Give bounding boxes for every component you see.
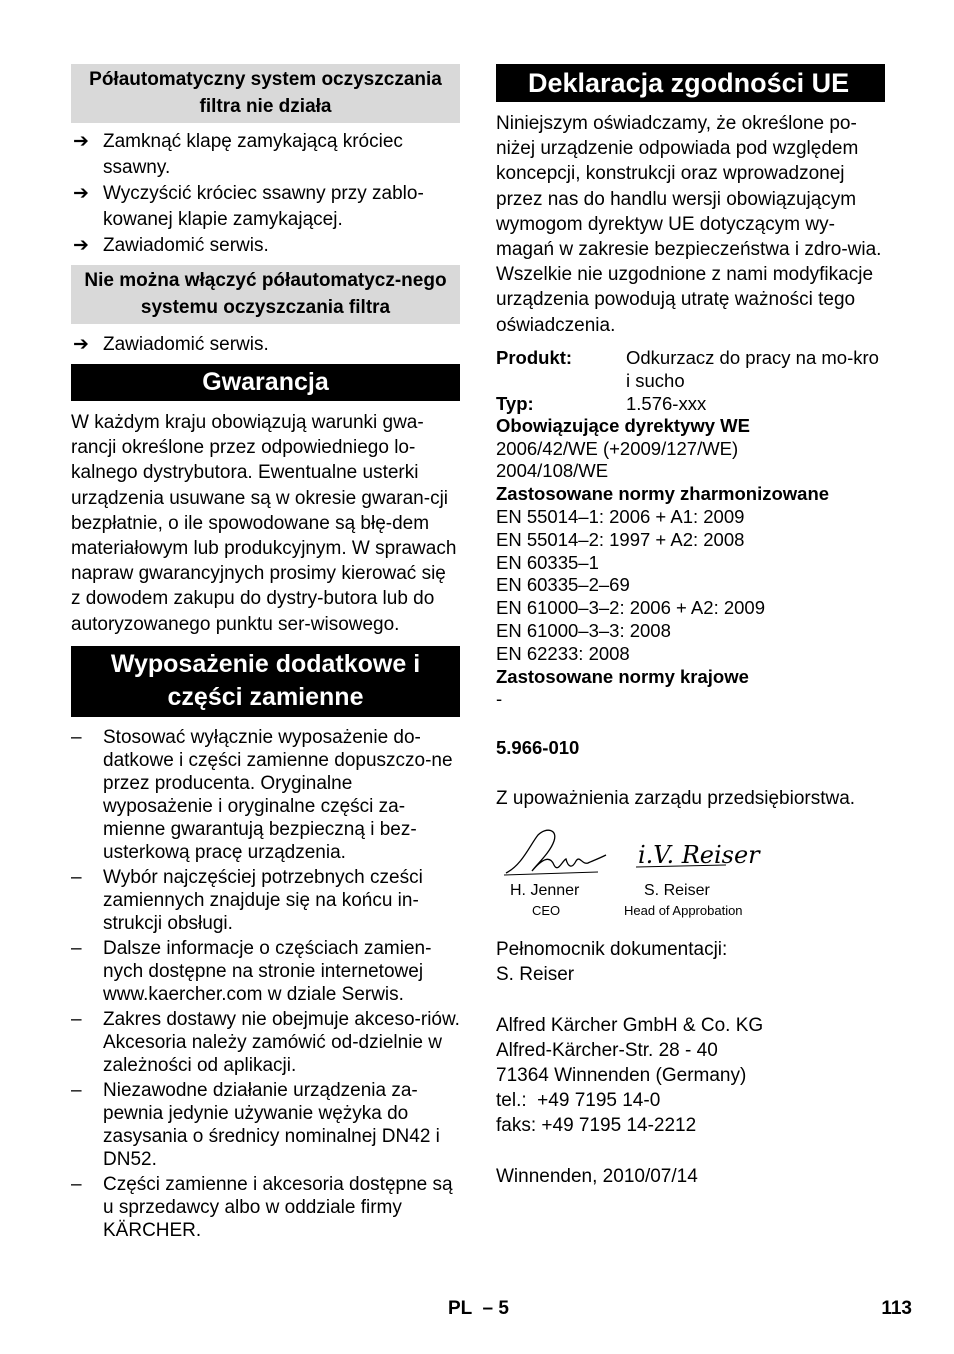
dash-bullet: – xyxy=(71,1008,82,1030)
company-street: Alfred-Kärcher-Str. 28 - 40 xyxy=(496,1039,718,1061)
list-item: ➔ Wyczyścić króciec ssawny przy zablo-kowanej klapie zamykającej. xyxy=(73,183,424,230)
signatures xyxy=(496,825,885,921)
arrow-icon: ➔ xyxy=(73,235,89,256)
directive-item: 2004/108/WE xyxy=(496,460,609,482)
doc-number: 5.966-010 xyxy=(496,737,580,759)
standard-item: EN 55014–1: 2006 + A1: 2009 xyxy=(496,506,745,528)
dash-bullet: – xyxy=(71,937,82,959)
national-value: - xyxy=(496,688,503,710)
signer2-title: Head of Approbation xyxy=(624,903,743,919)
doc-rep-name: S. Reiser xyxy=(496,964,575,986)
type-value: 1.576-xxx xyxy=(626,392,707,414)
type-label: Typ: xyxy=(496,392,534,414)
doc-rep-label: Pełnomocnik dokumentacji: xyxy=(496,939,728,961)
declaration-intro: Niniejszym oświadczamy, że określone po-niżej urządzenie odpowiada pod względem koncepcji, konstrukcji oraz wprowadzonej przez nas do handlu wersji obowiązującym wymogom dyrektyw UE dotyczącym wy-magań w zakresie bezpieczeństwa i zdro-wia. Wszelkie nie uzgodnione z nami modyfikacje urządzenia powodują utratę ważności tego oświadczenia. xyxy=(496,113,882,336)
national-label: Zastosowane normy krajowe xyxy=(496,665,749,687)
authorized-text: Z upoważnienia zarządu przedsiębiorstwa. xyxy=(496,787,856,809)
list-item: – Dalsze informacje o częściach zamien-nych dostępne na stronie internetowej www.kaercher.com w dziale Serwis. xyxy=(71,937,432,1005)
signature-jenner xyxy=(502,825,612,879)
standard-item: EN 62233: 2008 xyxy=(496,642,630,664)
signer1-name: H. Jenner xyxy=(510,882,580,900)
svg-text:i.V. Reiser: i.V. Reiser xyxy=(638,841,760,870)
dash-bullet: – xyxy=(71,866,82,888)
standard-item: EN 55014–2: 1997 + A2: 2008 xyxy=(496,528,745,550)
section-heading-filter-cleaning: Półautomatyczny system oczyszczania filtra nie działa xyxy=(71,64,460,123)
list-item: ➔ Zawiadomić serwis. xyxy=(71,332,460,358)
list-item: – Stosować wyłącznie wyposażenie do-datkowe i części zamienne dopuszczo-ne przez producenta. Oryginalne wyposażenie i oryginalne części za-mienne gwarantują bezpieczną i bez-usterkową pracę urządzenia. xyxy=(71,726,453,863)
dash-bullet: – xyxy=(71,1079,82,1101)
list-item: – Niezawodne działanie urządzenia za-pewnia jedynie używanie wężyka do zasysania o średnicy nominalnej DN42 i DN52. xyxy=(71,1079,440,1170)
standard-item: EN 60335–1 xyxy=(496,551,599,573)
accessories-heading: Wyposażenie dodatkowe i części zamienne xyxy=(71,646,460,717)
declaration-heading: Deklaracja zgodności UE xyxy=(496,64,885,102)
product-label: Produkt: xyxy=(496,346,573,368)
company-city: 71364 Winnenden (Germany) xyxy=(496,1065,747,1086)
signer2-name: S. Reiser xyxy=(644,882,710,900)
arrow-icon: ➔ xyxy=(73,131,89,152)
signature-reiser xyxy=(632,825,760,879)
filter-cleaning-steps xyxy=(71,129,460,259)
arrow-icon: ➔ xyxy=(73,183,89,204)
page-number: 113 xyxy=(881,1298,912,1319)
cannot-start-steps xyxy=(71,332,460,358)
list-item: – Części zamienne i akcesoria dostępne są u sprzedawcy albo w oddziale firmy KÄRCHER. xyxy=(71,1173,453,1241)
standard-item: EN 61000–3–3: 2008 xyxy=(496,620,671,641)
standard-item: EN 60335–2–69 xyxy=(496,574,630,596)
place-date: Winnenden, 2010/07/14 xyxy=(496,1165,698,1187)
footer-language: PL – 5 xyxy=(448,1298,509,1319)
warranty-heading: Gwarancja xyxy=(71,364,460,401)
company-fax: faks: +49 7195 14-2212 xyxy=(496,1115,697,1137)
list-item: ➔ Zawiadomić serwis. xyxy=(71,233,460,259)
list-item: ➔ Zamknąć klapę zamykającą króciec ssawny. xyxy=(73,131,403,178)
left-column xyxy=(71,64,460,1244)
company-name: Alfred Kärcher GmbH & Co. KG xyxy=(496,1014,764,1036)
directive-item: 2006/42/WE (+2009/127/WE) xyxy=(496,437,739,459)
standard-item: EN 61000–3–2: 2006 + A2: 2009 xyxy=(496,597,765,619)
product-info xyxy=(496,346,885,415)
warranty-text: W każdym kraju obowiązują warunki gwa-rancji określone przez odpowiedniego lo-kalnego dystrybutora. Ewentualne usterki urządzenia usuwane są w okresie gwaran-cji bezpłatnie, o ile spowodowane są błę-dem materiałowym lub produkcyjnym. W sprawach napraw gwarancyjnych prosimy kierować się z dowodem zakupu do dystry-butora lub do autoryzowanego punktu ser-wisowego. xyxy=(71,412,457,635)
product-value: Odkurzacz do pracy na mo-kro i sucho xyxy=(626,346,879,391)
company-tel: tel.: +49 7195 14-0 xyxy=(496,1090,661,1112)
accessories-list xyxy=(71,726,460,1242)
signer1-title: CEO xyxy=(532,903,561,919)
directives-label: Obowiązujące dyrektywy WE xyxy=(496,414,750,436)
list-item: – Wybór najczęściej potrzebnych cześci zamiennych znajduje się na końcu in-strukcji obsługi. xyxy=(71,866,423,934)
right-column xyxy=(496,64,885,1189)
list-item: – Zakres dostawy nie obejmuje akceso-riów. Akcesoria należy zamówić od-dzielnie w zależności od aplikacji. xyxy=(71,1008,460,1076)
dash-bullet: – xyxy=(71,1173,82,1195)
dash-bullet: – xyxy=(71,726,82,748)
section-heading-cannot-start: Nie można włączyć półautomatycz-nego systemu oczyszczania filtra xyxy=(71,265,460,324)
arrow-icon: ➔ xyxy=(73,333,89,355)
harmonized-label: Zastosowane normy zharmonizowane xyxy=(496,483,830,505)
